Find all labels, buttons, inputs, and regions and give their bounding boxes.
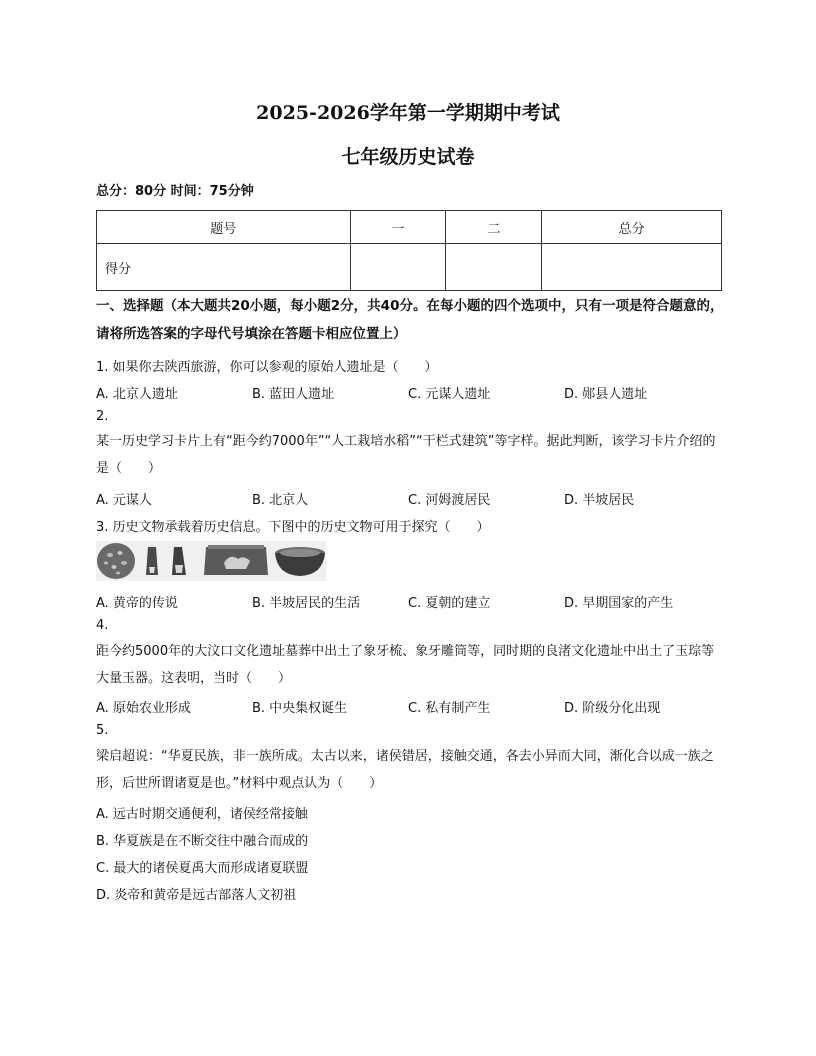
question-3-stem: 3. 历史文物承载着历史信息。下图中的历史文物可用于探究（ ）: [96, 520, 490, 535]
question-2-option-c[interactable]: C. 河姆渡居民: [408, 493, 491, 508]
question-4-option-c[interactable]: C. 私有制产生: [408, 701, 491, 716]
question-2-number: 2.: [96, 409, 109, 424]
question-4-stem: 距今约5000年的大汶口文化遗址墓葬中出土了象牙梳、象牙雕筒等，同时期的良渚文化遗址中出土了玉琮等大量玉器。这表明，当时（ ）: [96, 644, 715, 686]
decorated-vessel-icon: [204, 545, 268, 575]
question-2-option-d[interactable]: D. 半坡居民: [564, 493, 635, 508]
score-table-header-row: [97, 211, 722, 244]
exam-title: 2025-2026学年第一学期期中考试: [256, 102, 560, 124]
score-cell[interactable]: [542, 244, 722, 291]
score-table-row: [97, 244, 722, 291]
question-1-option-b[interactable]: B. 蓝田人遗址: [252, 387, 335, 402]
question-4-option-a[interactable]: A. 原始农业形成: [96, 701, 191, 716]
question-2-option-b[interactable]: B. 北京人: [252, 493, 309, 508]
question-3-option-a[interactable]: A. 黄帝的传说: [96, 596, 178, 611]
question-3-option-c[interactable]: C. 夏朝的建立: [408, 596, 491, 611]
question-1-option-a[interactable]: A. 北京人遗址: [96, 387, 178, 402]
question-2-stem: 某一历史学习卡片上有“距今约7000年”“人工栽培水稻”“干栏式建筑”等字样。据此判断，该学习卡片介绍的是（ ）: [96, 434, 716, 476]
score-cell[interactable]: [350, 244, 446, 291]
section-heading: 一、选择题（本大题共20小题，每小题2分，共40分。在每小题的四个选项中，只有一项是符合题意的，请将所选答案的字母代号填涂在答题卡相应位置上）: [96, 298, 724, 342]
question-2-option-a[interactable]: A. 元谋人: [96, 493, 152, 508]
question-3-option-d[interactable]: D. 早期国家的产生: [564, 596, 674, 611]
question-5-option-a[interactable]: A. 远古时期交通便利，诸侯经常接触: [96, 807, 308, 822]
score-table: [96, 210, 722, 291]
question-1-option-d[interactable]: D. 郧县人遗址: [564, 387, 648, 402]
question-1-option-c[interactable]: C. 元谋人遗址: [408, 387, 491, 402]
score-table-header: 总分: [542, 211, 722, 244]
score-row-label: 得分: [97, 244, 351, 291]
score-table-header: 二: [446, 211, 542, 244]
question-5-number: 5.: [96, 723, 109, 738]
question-5-option-b[interactable]: B. 华夏族是在不断交往中融合而成的: [96, 834, 309, 849]
question-5-option-d[interactable]: D. 炎帝和黄帝是远古部落人文初祖: [96, 888, 297, 903]
exam-info: 总分：80分 时间：75分钟: [96, 184, 254, 199]
score-table-header: 题号: [97, 211, 351, 244]
artifact-photos: [96, 541, 326, 581]
question-4-option-d[interactable]: D. 阶级分化出现: [564, 701, 661, 716]
score-cell[interactable]: [446, 244, 542, 291]
question-4-option-b[interactable]: B. 中央集权诞生: [252, 701, 348, 716]
score-table-header: 一: [350, 211, 446, 244]
question-1-stem: 1. 如果你去陕西旅游，你可以参观的原始人遗址是（ ）: [96, 360, 438, 375]
question-4-number: 4.: [96, 618, 109, 633]
exam-subtitle: 七年级历史试卷: [341, 146, 475, 168]
pottery-shard-icon: [97, 543, 135, 579]
question-5-option-c[interactable]: C. 最大的诸侯夏禹大而形成诸夏联盟: [96, 861, 309, 876]
question-3-option-b[interactable]: B. 半坡居民的生活: [252, 596, 361, 611]
question-5-stem: 梁启超说：“华夏民族，非一族所成。太古以来，诸侯错居，接触交通，各去小异而大同，渐化合以成一族之形，后世所谓诸夏是也。”材料中观点认为（ ）: [96, 749, 714, 791]
